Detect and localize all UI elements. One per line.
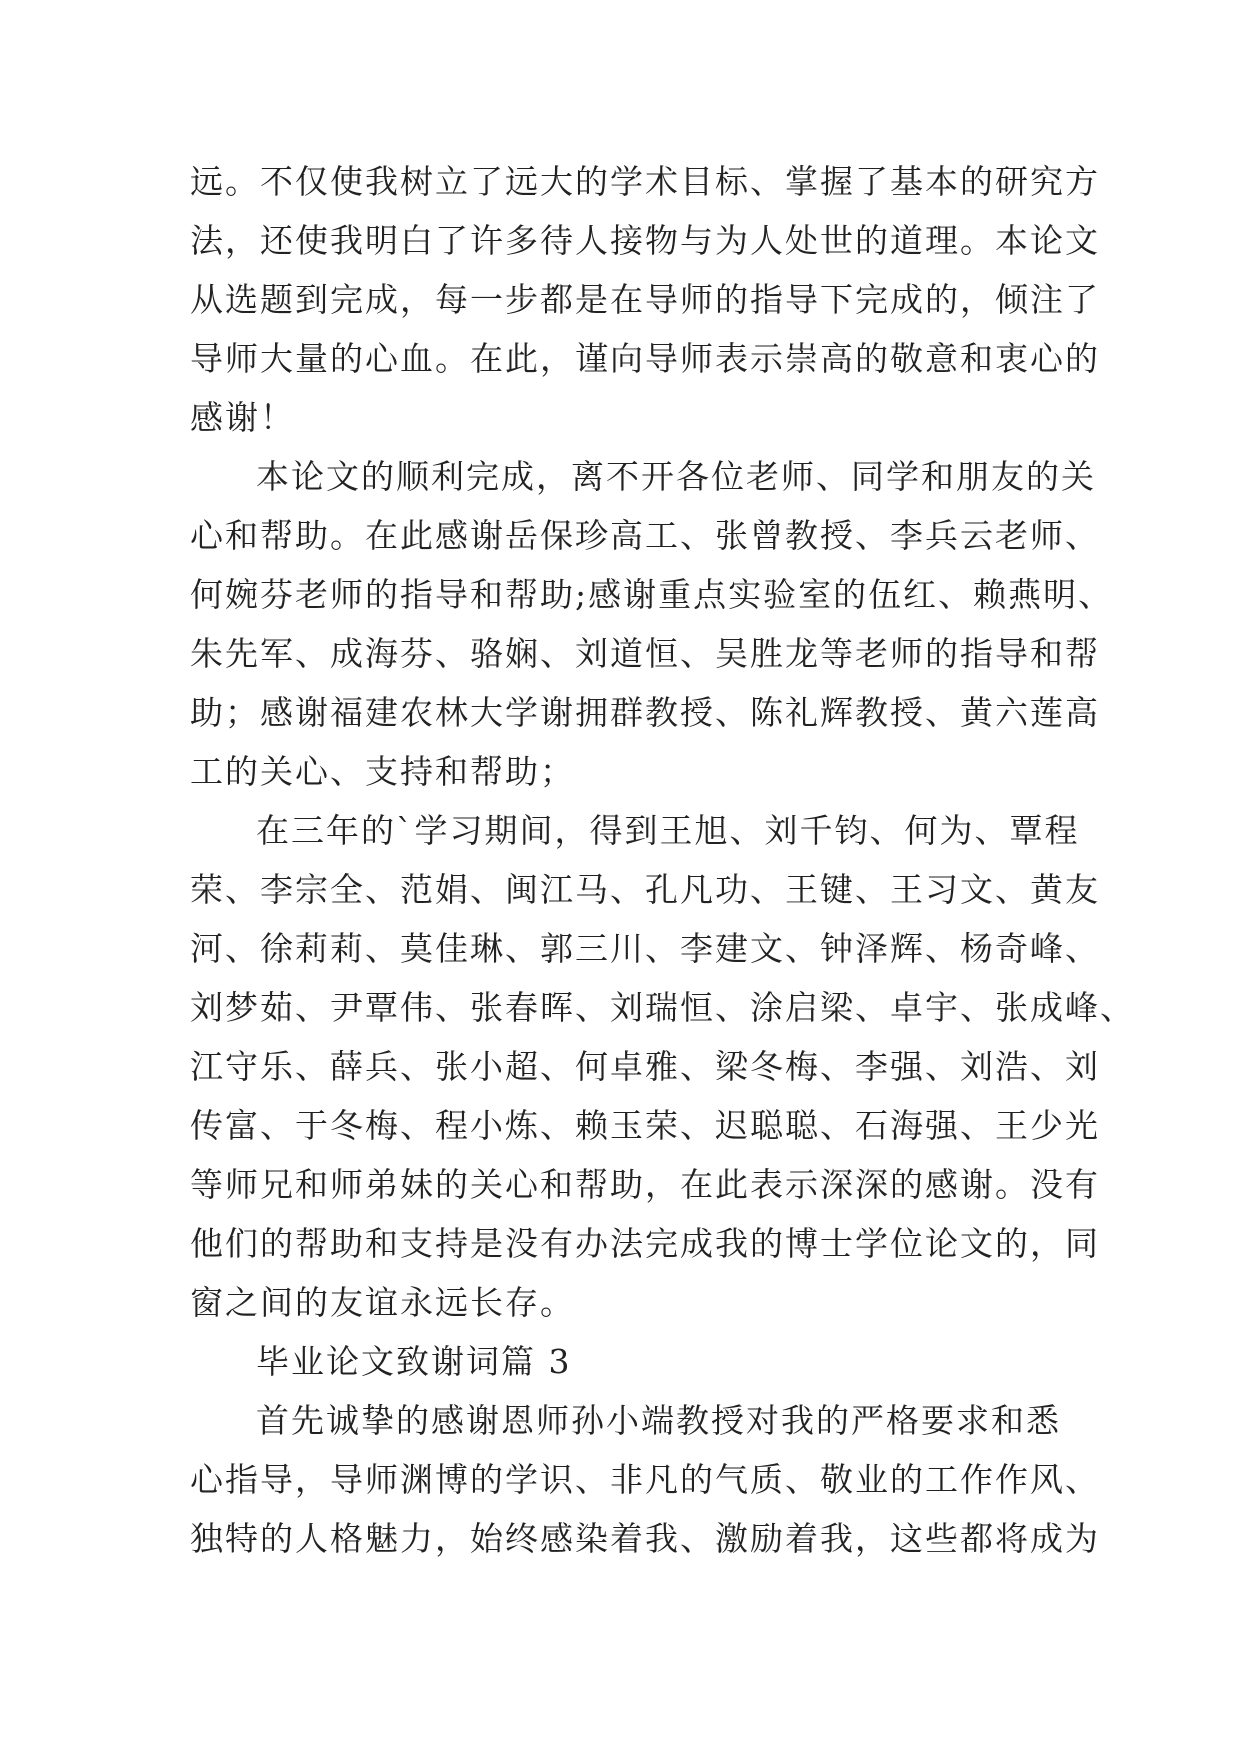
text-line: 感谢！ [190,398,295,437]
text-line: 荣、李宗全、范娟、闽江马、孔凡功、王键、王习文、黄友 [190,870,1100,909]
text-line: 心指导，导师渊博的学识、非凡的气质、敬业的工作作风、 [190,1460,1100,1499]
paragraph-first-line: 本论文的顺利完成，离不开各位老师、同学和朋友的关 [256,457,1096,496]
text-line: 窗之间的友谊永远长存。 [190,1283,575,1322]
text-line: 河、徐莉莉、莫佳琳、郭三川、李建文、钟泽辉、杨奇峰、 [190,929,1100,968]
paragraph-first-line: 首先诚挚的感谢恩师孙小端教授对我的严格要求和悉 [256,1401,1061,1440]
text-line: 法，还使我明白了许多待人接物与为人处世的道理。本论文 [190,221,1100,260]
text-line: 心和帮助。在此感谢岳保珍高工、张曾教授、李兵云老师、 [190,516,1100,555]
text-line: 江守乐、薛兵、张小超、何卓雅、梁冬梅、李强、刘浩、刘 [190,1047,1100,1086]
text-line: 从选题到完成，每一步都是在导师的指导下完成的，倾注了 [190,280,1100,319]
text-line: 助；感谢福建农林大学谢拥群教授、陈礼辉教授、黄六莲高 [190,693,1100,732]
document-body [190,152,1135,1568]
text-line: 远。不仅使我树立了远大的学术目标、掌握了基本的研究方 [190,162,1100,201]
text-line: 他们的帮助和支持是没有办法完成我的博士学位论文的，同 [190,1224,1100,1263]
text-line: 独特的人格魅力，始终感染着我、激励着我，这些都将成为 [190,1519,1100,1558]
text-line: 等师兄和师弟妹的关心和帮助，在此表示深深的感谢。没有 [190,1165,1100,1204]
text-line: 工的关心、支持和帮助； [190,752,575,791]
paragraph-first-line: 在三年的`学习期间，得到王旭、刘千钧、何为、覃程 [256,811,1080,850]
text-line: 何婉芬老师的指导和帮助;感谢重点实验室的伍红、赖燕明、 [190,575,1114,614]
text-line: 传富、于冬梅、程小炼、赖玉荣、迟聪聪、石海强、王少光 [190,1106,1100,1145]
paragraph-first-line: 毕业论文致谢词篇 3 [256,1342,572,1381]
text-line: 刘梦茹、尹覃伟、张春晖、刘瑞恒、涂启梁、卓宇、张成峰、 [190,988,1135,1027]
text-line: 朱先军、成海芬、骆娴、刘道恒、吴胜龙等老师的指导和帮 [190,634,1100,673]
text-line: 导师大量的心血。在此，谨向导师表示崇高的敬意和衷心的 [190,339,1100,378]
